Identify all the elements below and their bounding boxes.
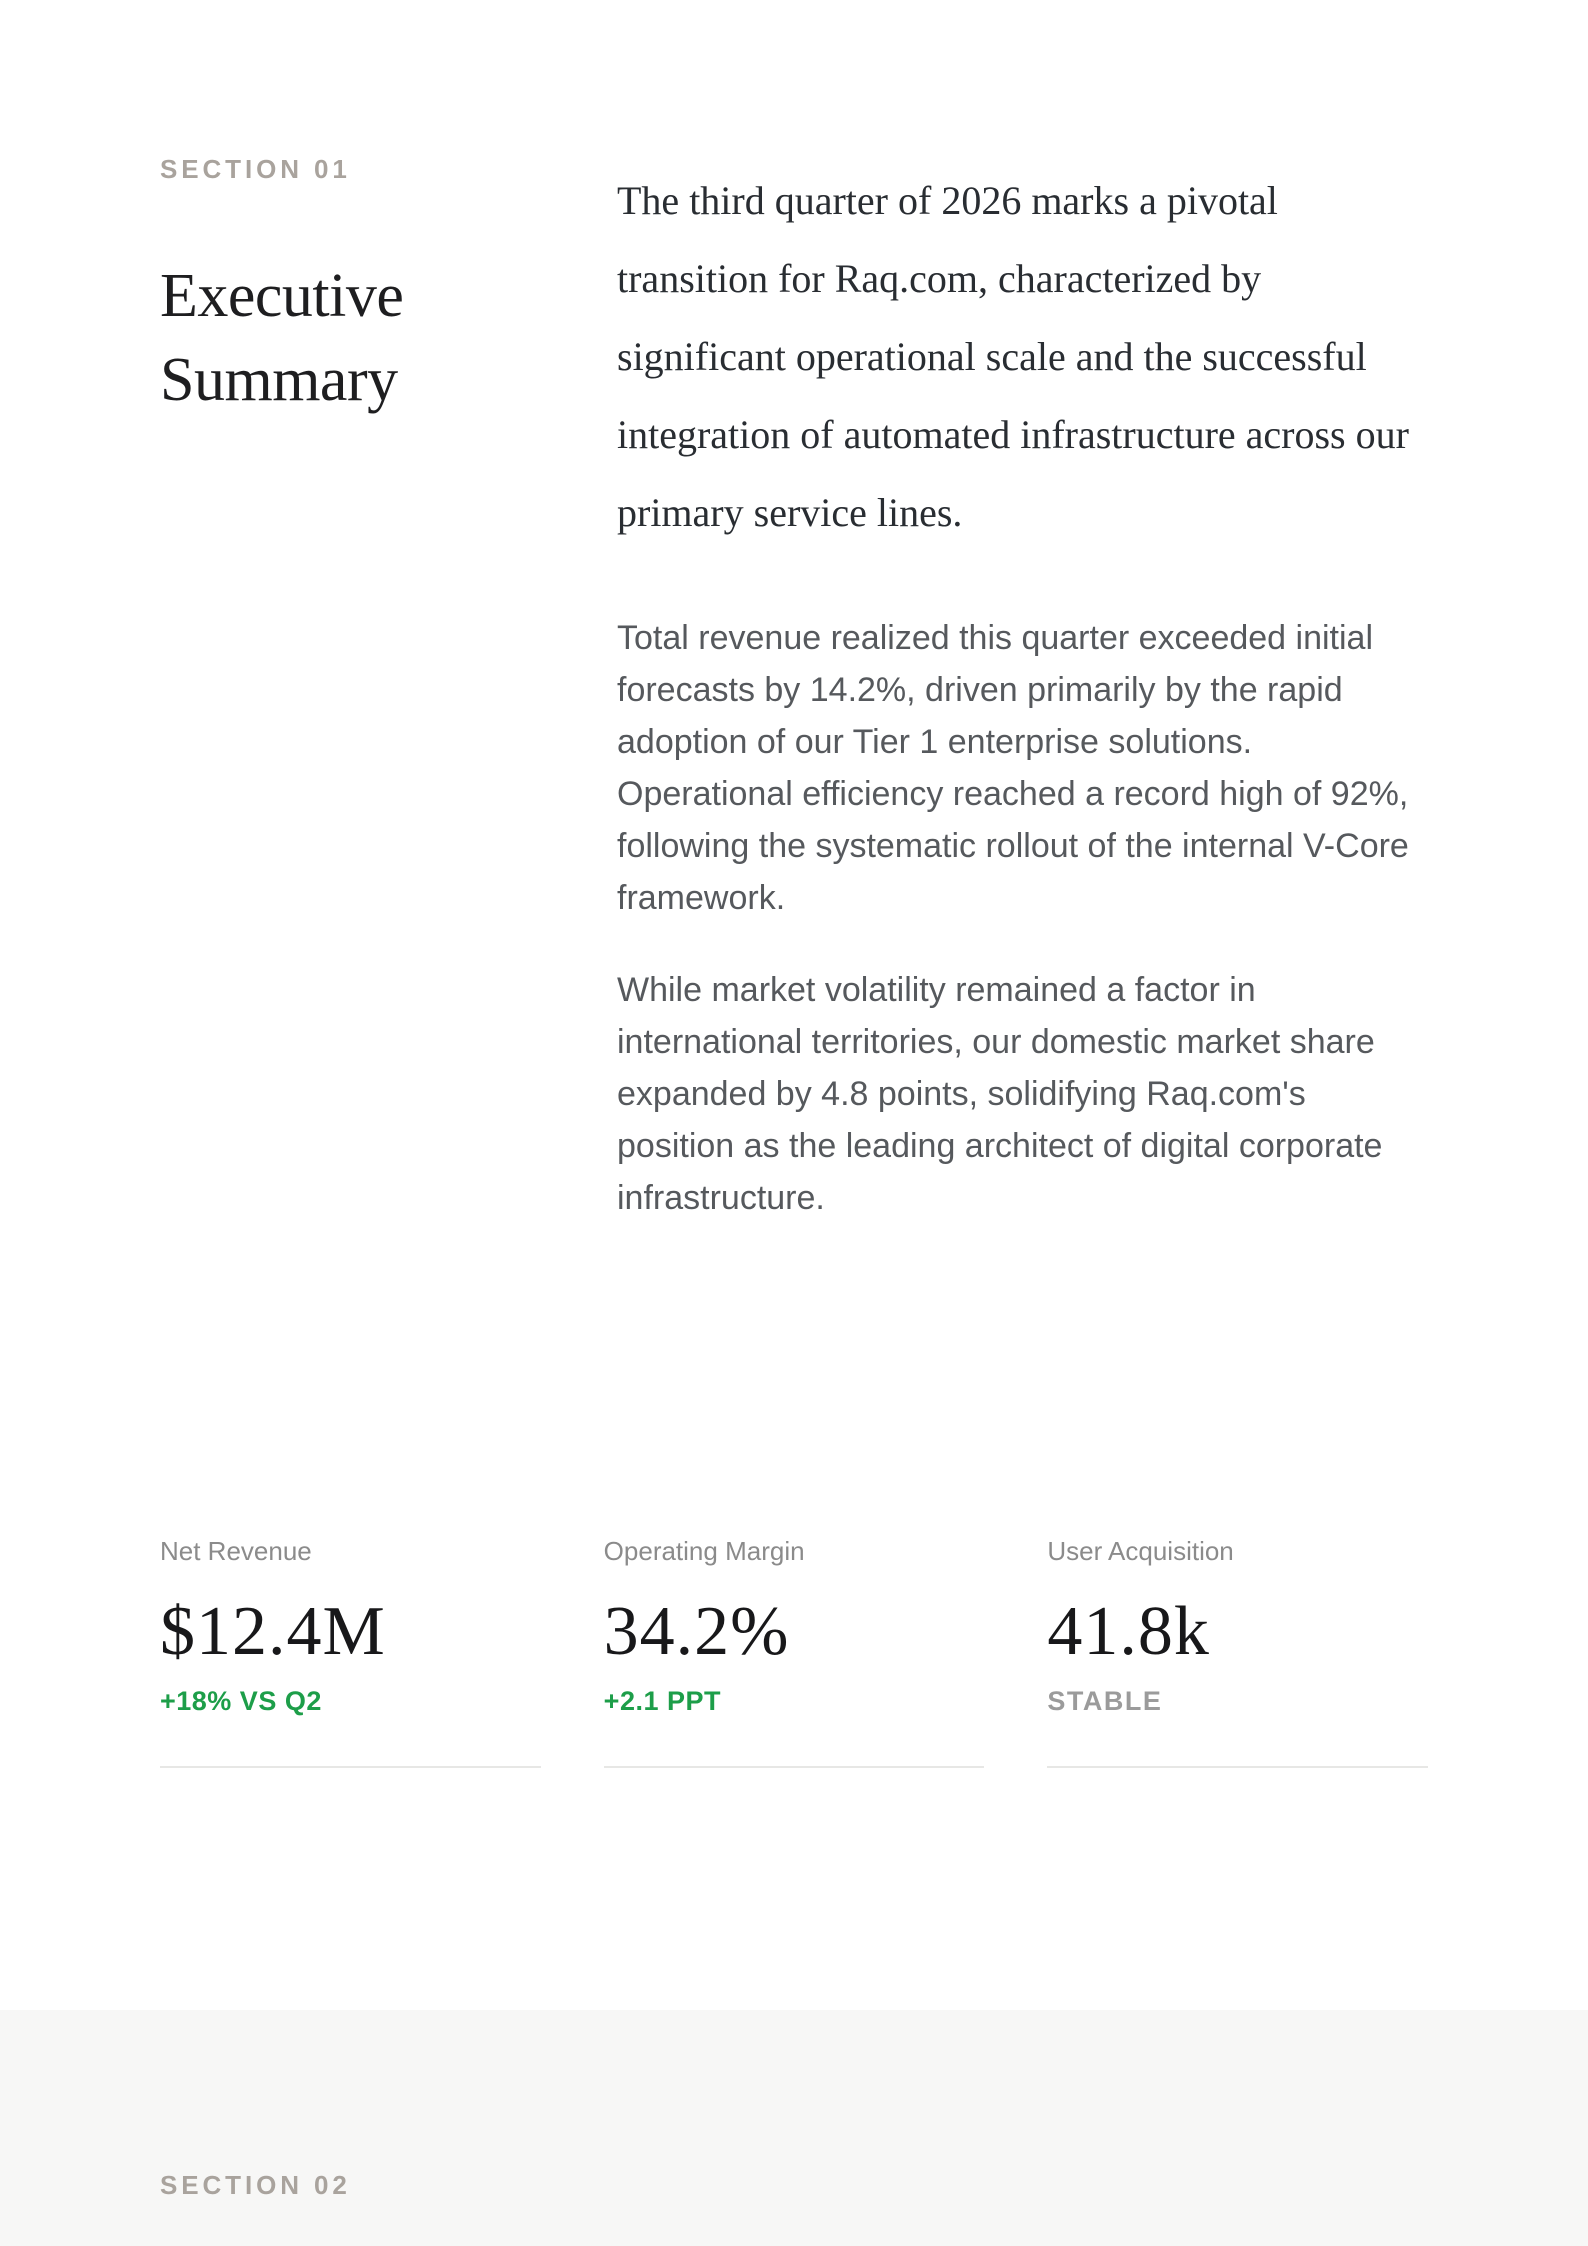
page-title: Executive Summary (160, 262, 404, 414)
kpi-delta: +18% VS Q2 (160, 1686, 322, 1716)
kpi-delta: +2.1 PPT (603, 1686, 721, 1716)
body-paragraph-1: Total revenue realized this quarter exceeded initial forecasts by 14.2%, driven primarily by the rapid adoption of our Tier 1 enterprise solutions. Operational efficiency reached a record high of 92%, following the systematic rollout of the internal V-Core framework. (617, 619, 1409, 917)
section-02-kicker: SECTION 02 (160, 2170, 351, 2200)
kpi-value: 34.2% (603, 1593, 790, 1670)
kpi-label: Operating Margin (603, 1536, 805, 1566)
section-01-text-column (617, 152, 1428, 1224)
section-01-kicker: SECTION 01 (160, 154, 351, 184)
kpi-label: Net Revenue (160, 1536, 312, 1566)
kpi-value: 41.8k (1047, 1593, 1210, 1670)
kpi-value: $12.4M (160, 1593, 386, 1670)
section-01-header-column (160, 152, 617, 422)
kpi-row (160, 1534, 1428, 1768)
kpi-net-revenue (160, 1534, 541, 1768)
kpi-user-acquisition (1047, 1534, 1428, 1768)
kpi-operating-margin (604, 1534, 985, 1768)
executive-summary-block (160, 152, 1428, 1224)
section-02-band (0, 2010, 1588, 2246)
kpi-delta: STABLE (1047, 1686, 1163, 1716)
lead-paragraph: The third quarter of 2026 marks a pivotal transition for Raq.com, characterized by significant operational scale and the successful integration of automated infrastructure across our primary service lines. (617, 178, 1409, 535)
kpi-label: User Acquisition (1047, 1536, 1234, 1566)
body-paragraph-2: While market volatility remained a factor in international territories, our domestic market share expanded by 4.8 points, solidifying Raq.com's position as the leading architect of digital corporate infrastructure. (617, 971, 1383, 1217)
